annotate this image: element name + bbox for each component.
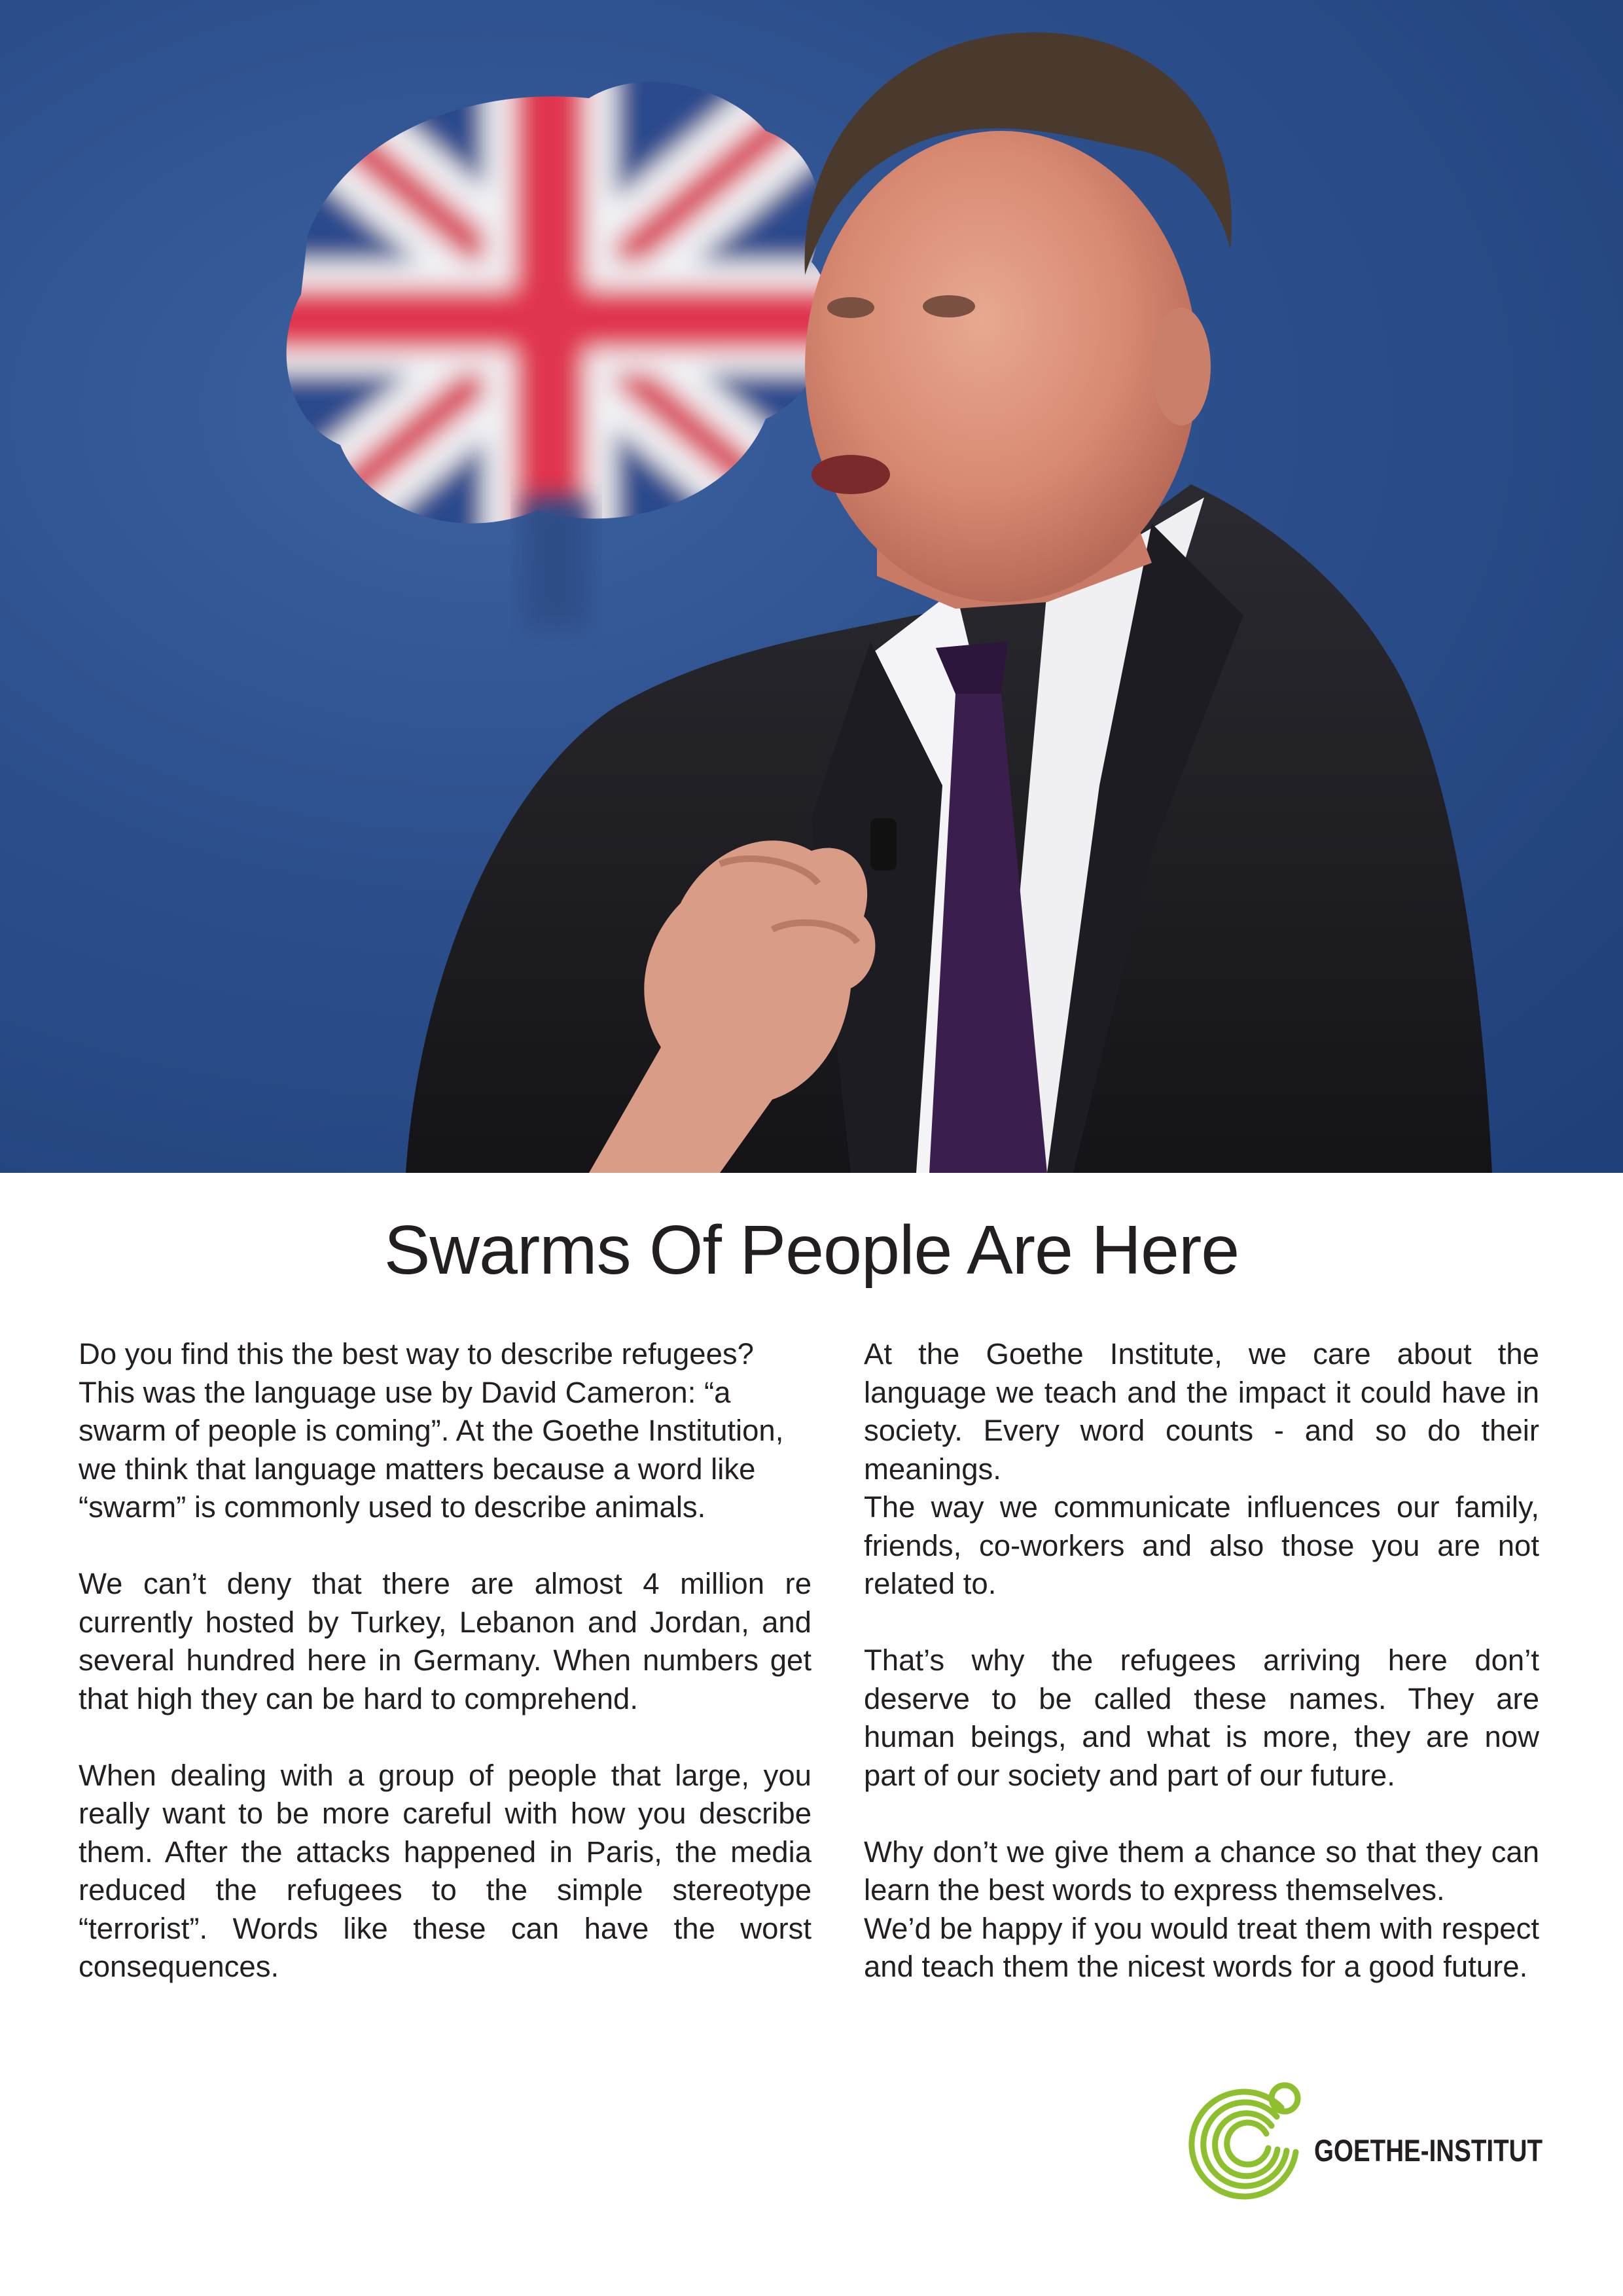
right-column: [864, 1335, 1539, 1986]
face: [805, 131, 1198, 602]
right-paragraph-4: Why don’t we give them a chance so that they can learn the best words to express themselves.: [864, 1835, 1539, 1907]
goethe-institut-logo[interactable]: [1183, 2073, 1550, 2204]
headline: Swarms Of People Are Here: [383, 1211, 1240, 1289]
goethe-logo-icon: [1183, 2073, 1314, 2204]
left-paragraph-2: We can’t deny that there are almost 4 million re currently hosted by Turkey, Lebanon and Jordan, and several hundred here in Germany. When numbers get that high they can be hard to comprehend.: [79, 1567, 812, 1715]
union-jack-backdrop: [262, 65, 851, 563]
right-paragraph-3: That’s why the refugees arriving here don’t deserve to be called these names. They are human beings, and what is more, they are now part of our society and part of our future.: [864, 1643, 1539, 1792]
right-paragraph-2: The way we communicate influences our family, friends, co-workers and also those you are not related to.: [864, 1490, 1539, 1600]
logo-text: GOETHE-INSTITUT: [1314, 2133, 1543, 2168]
right-paragraph-1: At the Goethe Institute, we care about the language we teach and the impact it could have in society. Every word counts - and so do their meanings.: [864, 1337, 1539, 1486]
left-column: [79, 1335, 812, 1986]
mouth: [812, 455, 890, 494]
left-paragraph-1: Do you find this the best way to describe refugees? This was the language use by David Cameron: “a swarm of people is coming”. At the Goethe Institution, we think that language matters because a word like “swarm” is commonly used to describe animals.: [79, 1337, 784, 1524]
left-paragraph-3: When dealing with a group of people that large, you really want to be more careful with how you describe them. After the attacks happened in Paris, the media reduced the refugees to the simple stereotype “terrorist”. Words like these can have the worst consequences.: [79, 1758, 812, 1983]
right-paragraph-5: We’d be happy if you would treat them with respect and teach them the nicest words for a good future.: [864, 1911, 1539, 1983]
